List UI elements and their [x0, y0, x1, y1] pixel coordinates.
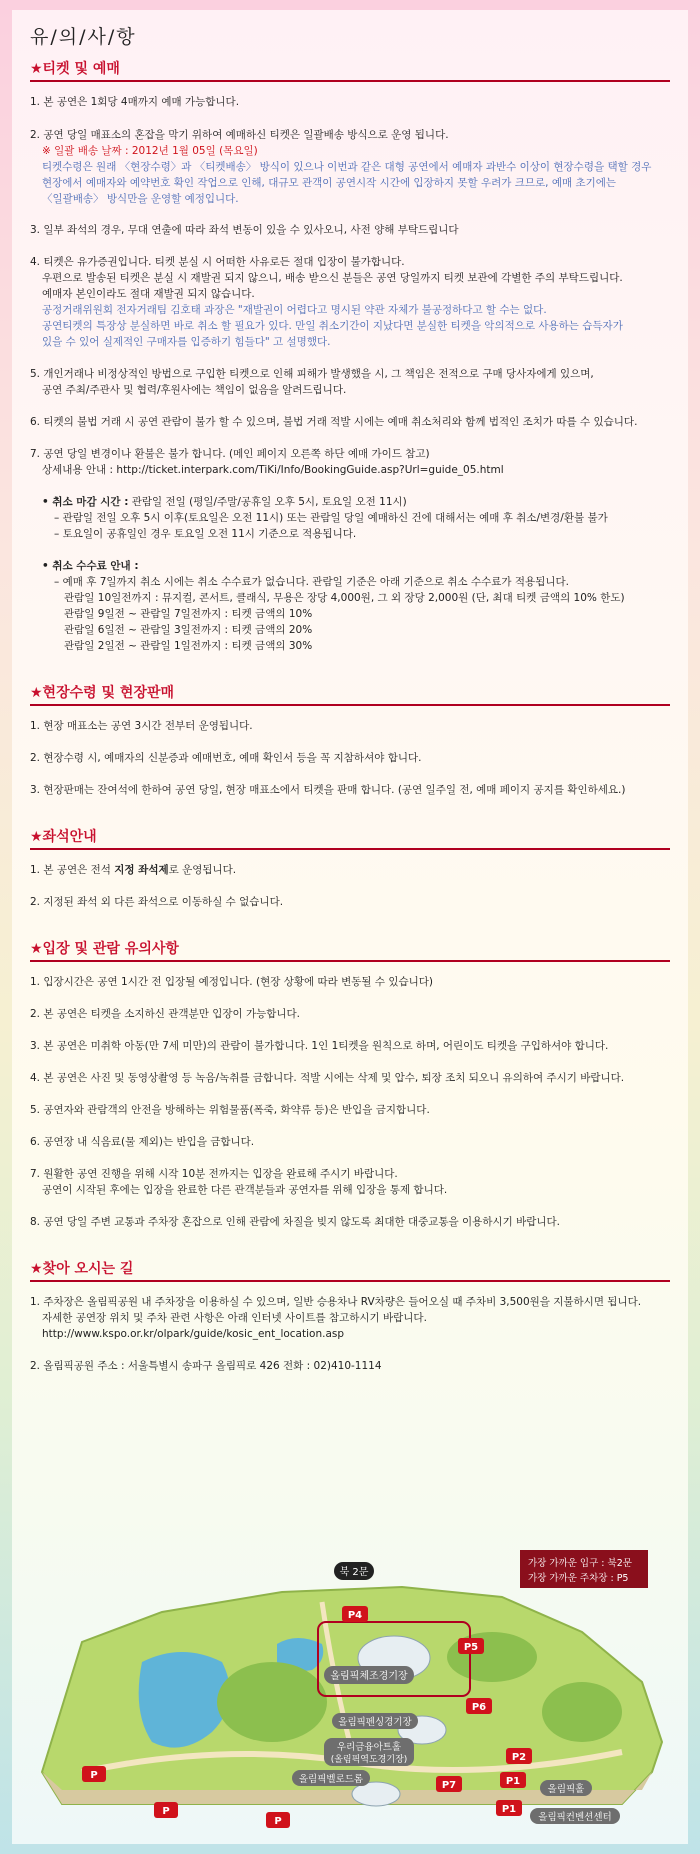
entry-item-6: 6. 공연장 내 식음료(물 제외)는 반입을 금합니다. [30, 1136, 255, 1148]
nearest-entrance: 가장 가까운 입구 : 북2문 [528, 1558, 632, 1569]
parking-p [82, 1766, 106, 1782]
parking-p5 [458, 1638, 484, 1654]
directions-item-1-text: 자세한 공연장 위치 및 주차 관련 사항은 아래 인터넷 사이트를 참고하시기 바랍니다. [42, 1312, 427, 1324]
section-seat-title: ★좌석안내 [30, 826, 670, 850]
section-onsite-title: ★현장수령 및 현장판매 [30, 682, 670, 706]
parking-p1 [496, 1800, 522, 1816]
entry-item-5: 5. 공연자와 관람객의 안전을 방해하는 위험물품(폭죽, 화약류 등)은 반입을 금지합니다. [30, 1104, 430, 1116]
convention-center-label: 올림픽컨벤션센터 [538, 1812, 612, 1823]
cancel-fee-label: • 취소 수수료 안내 : [42, 560, 139, 572]
kspo-location-link[interactable]: http://www.kspo.or.kr/olpark/guide/kosic_ent_location.asp [42, 1328, 345, 1340]
cancel-fee [30, 558, 670, 654]
cancel-fee-detail: 관람일 2일전 ~ 관람일 1일전까지 : 티켓 금액의 30% [64, 640, 313, 652]
forest [542, 1682, 622, 1742]
ticket-item-6: 6. 티켓의 불법 거래 시 공연 관람이 불가 할 수 있으며, 불법 거래 적발 시에는 예매 취소처리와 함께 법적인 조치가 따를 수 있습니다. [30, 416, 638, 428]
olympic-hall-label: 올림픽홀 [547, 1784, 585, 1795]
parking-label: P [274, 1816, 282, 1827]
ticket-item-4-note: 공정거래위원회 전자거래팀 김호태 과장은 "재발권이 어렵다고 명시된 약관 자체가 불공정하다고 할 수는 없다. [42, 304, 547, 316]
entry-item-2: 2. 본 공연은 티켓을 소지하신 관객분만 입장이 가능합니다. [30, 1008, 301, 1020]
cancel-deadline [30, 494, 670, 542]
ticket-item-2-note: 현장에서 예매자와 예약번호 확인 작업으로 인해, 대규모 관객이 공연시작 시간에 입장하지 못할 우려가 크므로, 예매 초기에는 [42, 177, 617, 189]
parking-label: P [162, 1806, 170, 1817]
olympic-park-map [22, 1412, 678, 1832]
ticket-item-2 [30, 127, 670, 207]
cancel-deadline-detail: – 관람일 전일 오후 5시 이후(토요일은 오전 11시) 또는 관람일 당일 예매하신 건에 대해서는 예매 후 취소/변경/환불 불가 [54, 512, 608, 524]
entry-item-7-text: 7. 원활한 공연 진행을 위해 시작 10분 전까지는 입장을 완료해 주시기 바랍니다. [30, 1168, 398, 1180]
cancel-deadline-detail: – 토요일이 공휴일인 경우 토요일 오전 11시 기준으로 적용됩니다. [54, 528, 357, 540]
ticket-item-7 [30, 446, 670, 478]
cancel-fee-detail: 관람일 10일전까지 : 뮤지컬, 콘서트, 클래식, 무용은 장당 4,000원, 그 외 장당 2,000원 (단, 최대 티켓 금액의 10% 한도) [64, 592, 625, 604]
cancel-fee-detail: – 예매 후 7일까지 취소 시에는 취소 수수료가 없습니다. 관람일 기준은 아래 기준으로 취소 수수료가 적용됩니다. [54, 576, 569, 588]
booking-guide-link[interactable]: 상세내용 안내 : http://ticket.interpark.com/TiKi/Info/BookingGuide.asp?Url=guide_05.html [42, 464, 504, 476]
fencing-arena-label: 올림픽펜싱경기장 [338, 1717, 412, 1728]
ticket-item-4-note: 있을 수 있어 실제적인 구매자를 입증하기 힘들다" 고 설명했다. [42, 336, 331, 348]
seat-item-1-bold: 지정 좌석제 [114, 864, 169, 876]
ticket-item-4 [30, 254, 670, 350]
parking-p [266, 1812, 290, 1828]
cancel-deadline-label: • 취소 마감 시간 : [42, 496, 129, 508]
ticket-item-3: 3. 일부 좌석의 경우, 무대 연출에 따라 좌석 변동이 있을 수 있사오니, 사전 양해 부탁드립니다 [30, 224, 459, 236]
parking-label: P [90, 1770, 98, 1781]
parking-p6 [466, 1698, 492, 1714]
parking-p7-label: P7 [441, 1780, 457, 1791]
ticket-item-2-text: 2. 공연 당일 매표소의 혼잡을 막기 위하여 예매하신 티켓은 일괄배송 방식으로 운영 됩니다. [30, 129, 449, 141]
section-directions-title: ★찾아 오시는 길 [30, 1258, 670, 1282]
directions-item-2: 2. 올림픽공원 주소 : 서울특별시 송파구 올림픽로 426 전화 : 02)410-1114 [30, 1360, 382, 1372]
parking-p4-label: P4 [347, 1610, 363, 1621]
parking-p7 [436, 1776, 462, 1792]
forest [217, 1662, 327, 1742]
onsite-item-3: 3. 현장판매는 잔여석에 한하여 공연 당일, 현장 매표소에서 티켓을 판매 합니다. (공연 일주일 전, 예매 페이지 공지를 확인하세요.) [30, 784, 626, 796]
gymnastics-arena-label: 올림픽체조경기장 [330, 1671, 408, 1682]
entry-item-7-text: 공연이 시작된 후에는 입장을 완료한 다른 관객분들과 공연자를 위해 입장을 통제 합니다. [42, 1184, 448, 1196]
onsite-item-2: 2. 현장수령 시, 예매자의 신분증과 예매번호, 예매 확인서 등을 꼭 지참하셔야 합니다. [30, 752, 422, 764]
cancel-fee-detail: 관람일 9일전 ~ 관람일 7일전까지 : 티켓 금액의 10% [64, 608, 313, 620]
ticket-item-1: 1. 본 공연은 1회당 4매까지 예매 가능합니다. [30, 96, 240, 108]
parking-p2-label: P2 [511, 1752, 527, 1763]
cancel-deadline-text: 관람일 전일 (평일/주말/공휴일 오후 5시, 토요일 오전 11시) [128, 496, 407, 508]
ticket-item-5-text: 5. 개인거래나 비정상적인 방법으로 구입한 티켓으로 인해 피해가 발생했을 시, 그 책임은 전적으로 구매 당사자에게 있으며, [30, 368, 594, 380]
ticket-item-2-note: 〈일괄배송〉 방식만을 운영할 예정입니다. [42, 193, 239, 205]
ticket-item-5 [30, 366, 670, 398]
onsite-item-1: 1. 현장 매표소는 공연 3시간 전부터 운영됩니다. [30, 720, 253, 732]
seat-item-2: 2. 지정된 좌석 외 다른 좌석으로 이동하실 수 없습니다. [30, 896, 284, 908]
velodrome-label: 올림픽벨로드롬 [298, 1774, 364, 1785]
section-entry-title: ★입장 및 관람 유의사항 [30, 938, 670, 962]
directions-item-1 [30, 1294, 670, 1342]
parking-p6-label: P6 [471, 1702, 487, 1713]
directions-item-1-text: 1. 주차장은 올림픽공원 내 주차장을 이용하실 수 있으며, 일반 승용차나 RV차량은 들어오실 때 주차비 3,500원을 지불하시면 됩니다. [30, 1296, 642, 1308]
ticket-item-7-text: 7. 공연 당일 변경이나 환불은 불가 합니다. (메인 페이지 오른쪽 하단 예매 가이드 참고) [30, 448, 430, 460]
page-title: 유/의/사/항 [30, 26, 137, 48]
seat-item-1-text: 1. 본 공연은 전석 [30, 864, 115, 876]
ticket-item-4-text: 우편으로 발송된 티켓은 분실 시 재발권 되지 않으니, 배송 받으신 분들은 공연 당일까지 티켓 보관에 각별한 주의 부탁드립니다. [42, 272, 623, 284]
woori-art-hall-label: 우리금융아트홀 [336, 1742, 402, 1753]
parking-p2 [506, 1748, 532, 1764]
weightlifting-arena-label: (올림픽역도경기장) [330, 1755, 408, 1765]
north-gate-label: 북 2문 [339, 1567, 369, 1578]
parking-p [154, 1802, 178, 1818]
entry-item-8: 8. 공연 당일 주변 교통과 주차장 혼잡으로 인해 관람에 차질을 빚지 않도록 최대한 대중교통을 이용하시기 바랍니다. [30, 1216, 560, 1228]
ticket-item-4-note: 공연티켓의 특장상 분실하면 바로 취소 할 필요가 있다. 만일 취소기간이 지났다면 분실한 티켓을 악의적으로 사용하는 습득자가 [42, 320, 623, 332]
delivery-date: ※ 일괄 배송 날짜 : 2012년 1월 05일 (목요일) [42, 145, 258, 157]
parking-p1 [500, 1772, 526, 1788]
entry-item-4: 4. 본 공연은 사진 및 동영상촬영 등 녹음/녹취를 금합니다. 적발 시에는 삭제 및 압수, 퇴장 조치 되오니 유의하여 주시기 바랍니다. [30, 1072, 625, 1084]
parking-p1-label: P1 [505, 1776, 521, 1787]
ticket-item-2-note: 티켓수령은 원래 〈현장수령〉과 〈티켓배송〉 방식이 있으나 이번과 같은 대형 공연에서 예매자 과반수 이상이 현장수령을 택할 경우 [42, 161, 652, 173]
ticket-item-4-text: 4. 티켓은 유가증권입니다. 티켓 분실 시 어떠한 사유로든 절대 입장이 불가합니다. [30, 256, 405, 268]
ticket-item-4-text: 예매자 본인이라도 절대 재발권 되지 않습니다. [42, 288, 255, 300]
entry-item-7 [30, 1166, 670, 1198]
section-ticket-title: ★티켓 및 예매 [30, 58, 670, 82]
seat-item-1 [30, 862, 670, 878]
parking-p1-label: P1 [501, 1804, 517, 1815]
entry-item-3: 3. 본 공연은 미취학 아동(만 7세 미만)의 관람이 불가합니다. 1인 1티켓을 원칙으로 하며, 어린이도 티켓을 구입하셔야 합니다. [30, 1040, 609, 1052]
parking-p5-label: P5 [463, 1642, 479, 1653]
ticket-item-5-text: 공연 주최/주관사 및 협력/후원사에는 책임이 없음을 알려드립니다. [42, 384, 347, 396]
entry-item-1: 1. 입장시간은 공연 1시간 전 입장될 예정입니다. (현장 상황에 따라 변동될 수 있습니다) [30, 976, 433, 988]
nearest-parking: 가장 가까운 주차장 : P5 [528, 1573, 629, 1584]
seat-item-1-text: 로 운영됩니다. [168, 864, 237, 876]
parking-p4 [342, 1606, 368, 1622]
cancel-fee-detail: 관람일 6일전 ~ 관람일 3일전까지 : 티켓 금액의 20% [64, 624, 313, 636]
